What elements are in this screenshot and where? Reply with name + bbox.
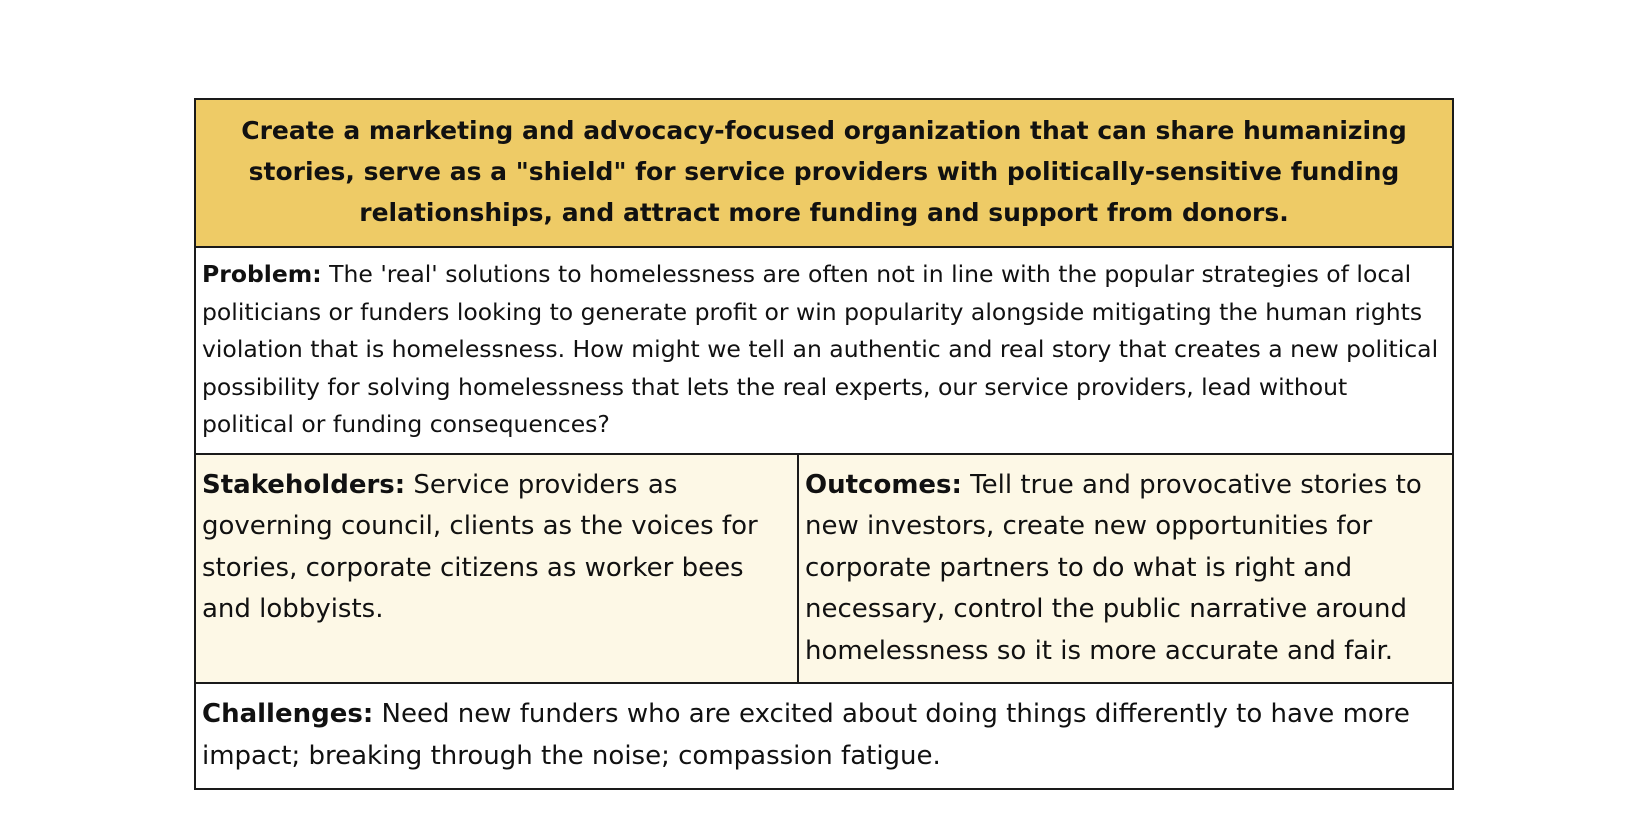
stakeholders-cell <box>196 455 799 683</box>
outcomes-label: Outcomes: <box>805 469 962 500</box>
problem-text: The 'real' solutions to homelessness are often not in line with the popular strategies of local politicians or funders looking to generate profit or win popularity alongside mitigating the human rights violation that is homelessness. How might we tell an authentic and real story that creates a new political possibility for solving homelessness that lets the real experts, our service providers, lead without political or funding consequences? <box>202 260 1439 438</box>
problem-cell <box>196 248 1452 455</box>
challenges-text: Need new funders who are excited about doing things differently to have more impact; breaking through the noise; compassion fatigue. <box>202 699 1410 771</box>
summary-table <box>194 98 1454 790</box>
stakeholders-text: Service providers as governing council, clients as the voices for stories, corporate citizens as worker bees and lobbyists. <box>202 469 758 624</box>
challenges-cell <box>196 684 1452 788</box>
problem-label: Problem: <box>202 260 322 288</box>
stakeholders-label: Stakeholders: <box>202 469 406 500</box>
header-cell <box>196 100 1452 248</box>
stakeholders-outcomes-row <box>196 455 1452 685</box>
challenges-label: Challenges: <box>202 699 374 729</box>
header-text: Create a marketing and advocacy-focused organization that can share humanizing stories, serve as a "shield" for service providers with politically-sensitive funding relationships, and attract more funding and support from donors. <box>241 116 1407 227</box>
outcomes-text: Tell true and provocative stories to new investors, create new opportunities for corporate partners to do what is right and necessary, control the public narrative around homelessness so it is more accurate and fair. <box>805 469 1422 666</box>
outcomes-cell <box>799 455 1452 683</box>
